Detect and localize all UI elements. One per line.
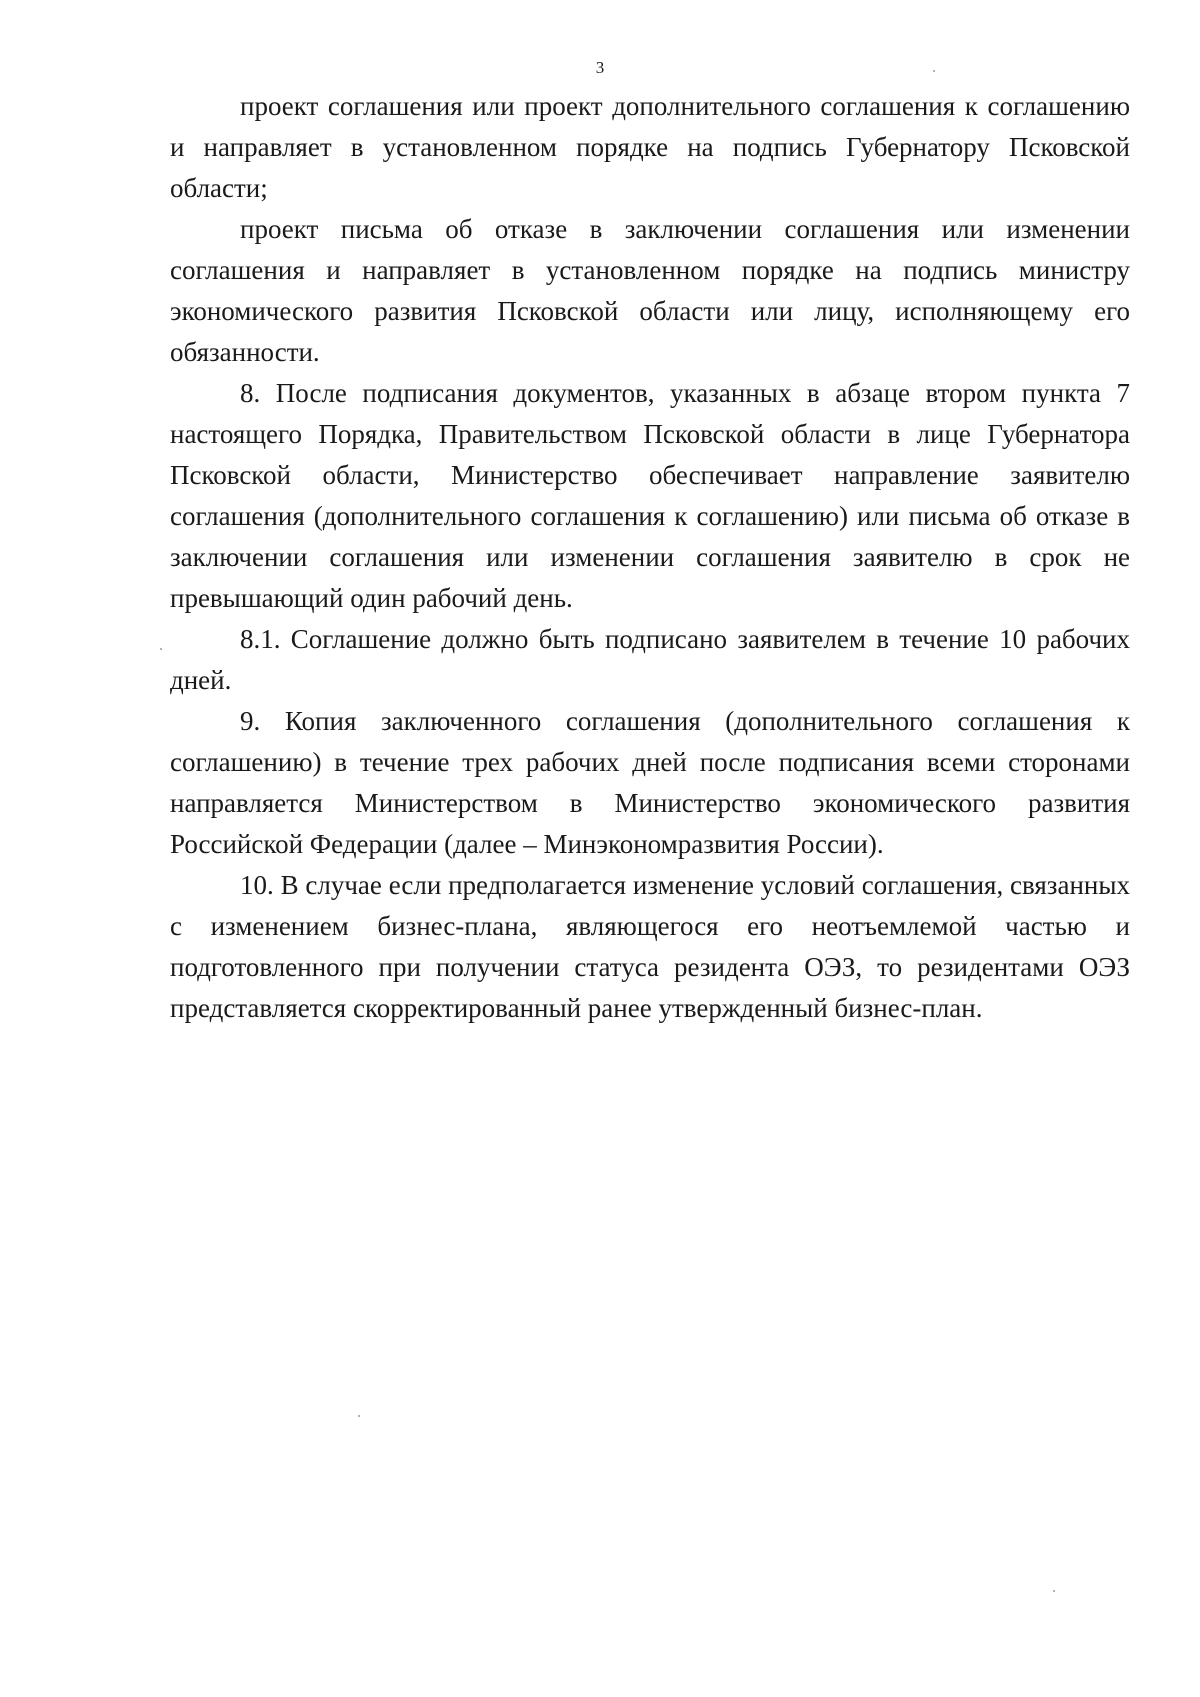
- scan-speck: [358, 1415, 360, 1417]
- scan-speck: [933, 70, 935, 72]
- paragraph-refusal-letter-draft: проект письма об отказе в заключении соглашения или изменении соглашения и направляет в установленном порядке на подпись министру экономического развития Псковской области или лицу, исполняющему его обязанности.: [170, 214, 1130, 367]
- document-body: [170, 86, 1130, 1029]
- paragraph-item-8: 8. После подписания документов, указанных в абзаце втором пункта 7 настоящего Порядка, Правительством Псковской области в лице Губернатора Псковской области, Министерство обеспечивает направление заявителю соглашения (дополнительного соглашения к соглашению) или письма об отказе в заключении соглашения или изменении соглашения заявителю в срок не превышающий один рабочий день.: [170, 378, 1130, 613]
- paragraph-item-9: 9. Копия заключенного соглашения (дополнительного соглашения к соглашению) в течение трех рабочих дней после подписания всеми сторонами направляется Министерством в Министерство экономического развития Российской Федерации (далее – Минэкономразвития России).: [170, 706, 1130, 859]
- paragraph-item-8-1: 8.1. Соглашение должно быть подписано заявителем в течение 10 рабочих дней.: [170, 624, 1130, 695]
- page-number: 3: [595, 58, 605, 77]
- paragraph-agreement-draft: проект соглашения или проект дополнительного соглашения к соглашению и направляет в установленном порядке на подпись Губернатору Псковской области;: [170, 91, 1130, 203]
- scan-speck: [1053, 1590, 1055, 1592]
- scan-speck: [160, 648, 162, 650]
- paragraph-item-10: 10. В случае если предполагается изменение условий соглашения, связанных с изменением бизнес-плана, являющегося его неотъемлемой частью и подготовленного при получении статуса резидента ОЭЗ, то резидентами ОЭЗ представляется скорректированный ранее утвержденный бизнес-план.: [170, 870, 1130, 1023]
